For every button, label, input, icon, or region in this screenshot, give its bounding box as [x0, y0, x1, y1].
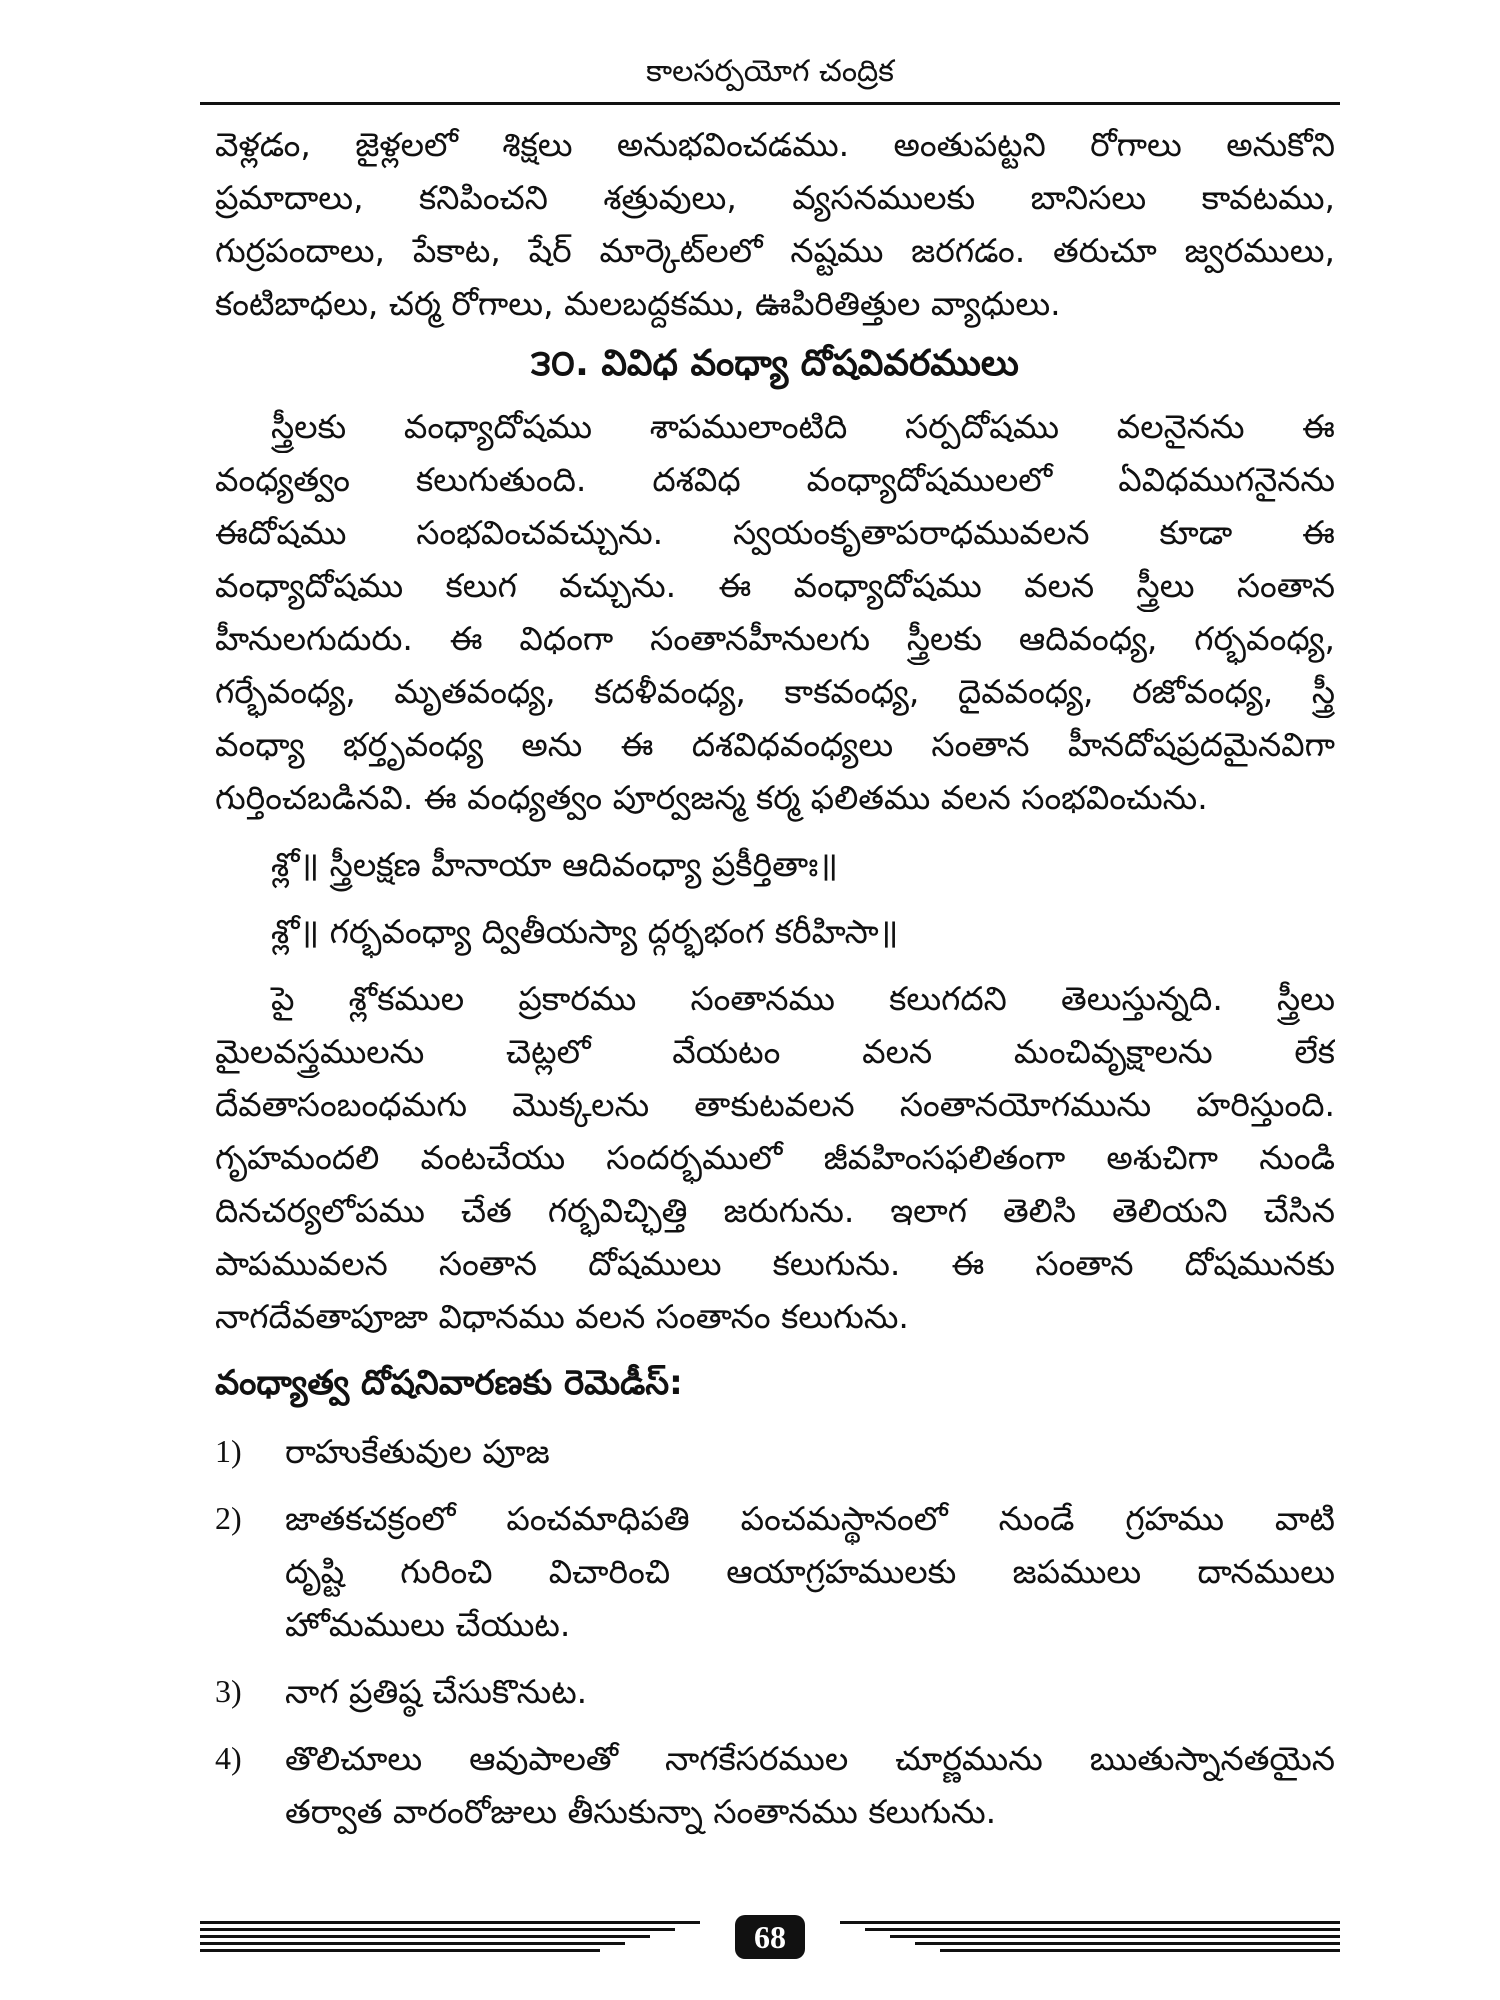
remedy-number: 2): [215, 1500, 242, 1536]
text-line: కంటిబాధలు, చర్మ రోగాలు, మలబద్దకము, ఊపిరితిత్తుల వ్యాధులు.: [215, 284, 1061, 323]
text-line: నాగదేవతాపూజా విధానము వలన సంతానం కలుగును.: [215, 1297, 909, 1336]
text-line: గర్భేవంధ్య, మృతవంధ్య, కదళీవంధ్య, కాకవంధ్య, దైవవంధ్య, రజోవంధ్య, స్త్రీ: [215, 672, 1335, 711]
text-line: ఈదోషము సంభవించవచ్చును. స్వయంకృతాపరాధమువలన కూడా ఈ: [215, 513, 1335, 552]
text-line: తర్వాత వారంరోజులు తీసుకున్నా సంతానము కలుగును.: [285, 1792, 997, 1831]
section-paragraph-1: [215, 400, 1335, 824]
section-paragraph-2: [215, 972, 1335, 1343]
remedies-heading: వంధ్యాత్వ దోషనివారణకు రెమెడీస్:: [215, 1363, 683, 1403]
text-line: స్త్రీలకు వంధ్యాదోషము శాపములాంటిది సర్పదోషము వలనైనను ఈ: [271, 407, 1335, 446]
text-line: హీనులగుదురు. ఈ విధంగా సంతానహీనులగు స్త్రీలకు ఆదివంధ్య, గర్భవంధ్య,: [215, 619, 1335, 658]
sloka-verse-2: శ్లో॥ గర్భవంధ్యా ద్వితీయస్యా ద్గర్భభంగ కరీహిసా॥: [271, 912, 899, 951]
intro-paragraph: [215, 118, 1335, 330]
sloka-verse-1: శ్లో॥ స్త్రీలక్షణ హీనాయా ఆదివంధ్యా ప్రకీర్తితాః॥: [271, 845, 839, 884]
text-line: పాపమువలన సంతాన దోషములు కలుగును. ఈ సంతాన దోషమునకు: [215, 1244, 1335, 1283]
text-line: పై శ్లోకముల ప్రకారము సంతానము కలుగదని తెలుస్తున్నది. స్త్రీలు: [271, 979, 1335, 1018]
section-title: ౩౦. వివిధ వంధ్యా దోషవివరములు: [531, 343, 1019, 384]
text-line: తొలిచూలు ఆవుపాలతో నాగకేసరముల చూర్ణమును ఋతుస్నానతయైన: [285, 1739, 1335, 1778]
text-line: దేవతాసంబంధమగు మొక్కలను తాకుటవలన సంతానయోగమును హరిస్తుంది.: [215, 1085, 1335, 1124]
text-line: వెళ్లడం, జైళ్లలలో శిక్షలు అనుభవించడము. అంతుపట్టని రోగాలు అనుకోని: [215, 125, 1335, 164]
text-line: ప్రమాదాలు, కనిపించని శత్రువులు, వ్యసనములకు బానిసలు కావటము,: [215, 178, 1335, 217]
remedies-list: [215, 1425, 1335, 1838]
page-footer: [200, 1915, 1340, 1975]
text-line: గుర్రపందాలు, పేకాట, షేర్ మార్కెట్‌లలో నష్టము జరగడం. తరుచూ జ్వరములు,: [215, 231, 1335, 270]
footer-ornament-left: [200, 1921, 700, 1961]
remedy-item: [215, 1732, 1335, 1838]
text-line: మైలవస్త్రములను చెట్లలో వేయటం వలన మంచివృక్షాలను లేక: [215, 1032, 1335, 1071]
remedy-item: [215, 1492, 1335, 1651]
remedy-number: 1): [215, 1433, 242, 1469]
page-number: 68: [735, 1915, 805, 1959]
text-line: రాహుకేతువుల పూజ: [285, 1432, 550, 1471]
text-line: గుర్తించబడినవి. ఈ వంధ్యత్వం పూర్వజన్మ కర్మ ఫలితము వలన సంభవించును.: [215, 778, 1208, 817]
text-line: గృహమందలి వంటచేయు సందర్భములో జీవహింసఫలితంగా అశుచిగా నుండి: [215, 1138, 1335, 1177]
text-line: హోమములు చేయుట.: [285, 1605, 571, 1644]
running-header: కాలసర్పయోగ చంద్రిక: [646, 54, 894, 89]
remedy-number: 3): [215, 1673, 242, 1709]
text-line: దృష్టి గురించి విచారించి ఆయాగ్రహములకు జపములు దానములు: [285, 1552, 1335, 1591]
remedy-item: [215, 1425, 1335, 1478]
text-line: నాగ ప్రతిష్ఠ చేసుకొనుట.: [285, 1672, 588, 1711]
remedy-number: 4): [215, 1740, 242, 1776]
header-rule: [200, 102, 1340, 105]
footer-ornament-right: [840, 1921, 1340, 1961]
page-content: [215, 118, 1335, 1852]
text-line: దినచర్యలోపము చేత గర్భవిచ్ఛిత్తి జరుగును. ఇలాగ తెలిసి తెలియని చేసిన: [215, 1191, 1335, 1230]
text-line: వంధ్యాదోషము కలుగ వచ్చును. ఈ వంధ్యాదోషము వలన స్త్రీలు సంతాన: [215, 566, 1335, 605]
text-line: జాతకచక్రంలో పంచమాధిపతి పంచమస్థానంలో నుండే గ్రహము వాటి: [285, 1499, 1335, 1538]
text-line: వంధ్యత్వం కలుగుతుంది. దశవిధ వంధ్యాదోషములలో ఏవిధముగనైనను: [215, 460, 1335, 499]
text-line: వంధ్యా భర్తృవంధ్య అను ఈ దశవిధవంధ్యలు సంతాన హీనదోషప్రదమైనవిగా: [215, 725, 1335, 764]
remedy-item: [215, 1665, 1335, 1718]
